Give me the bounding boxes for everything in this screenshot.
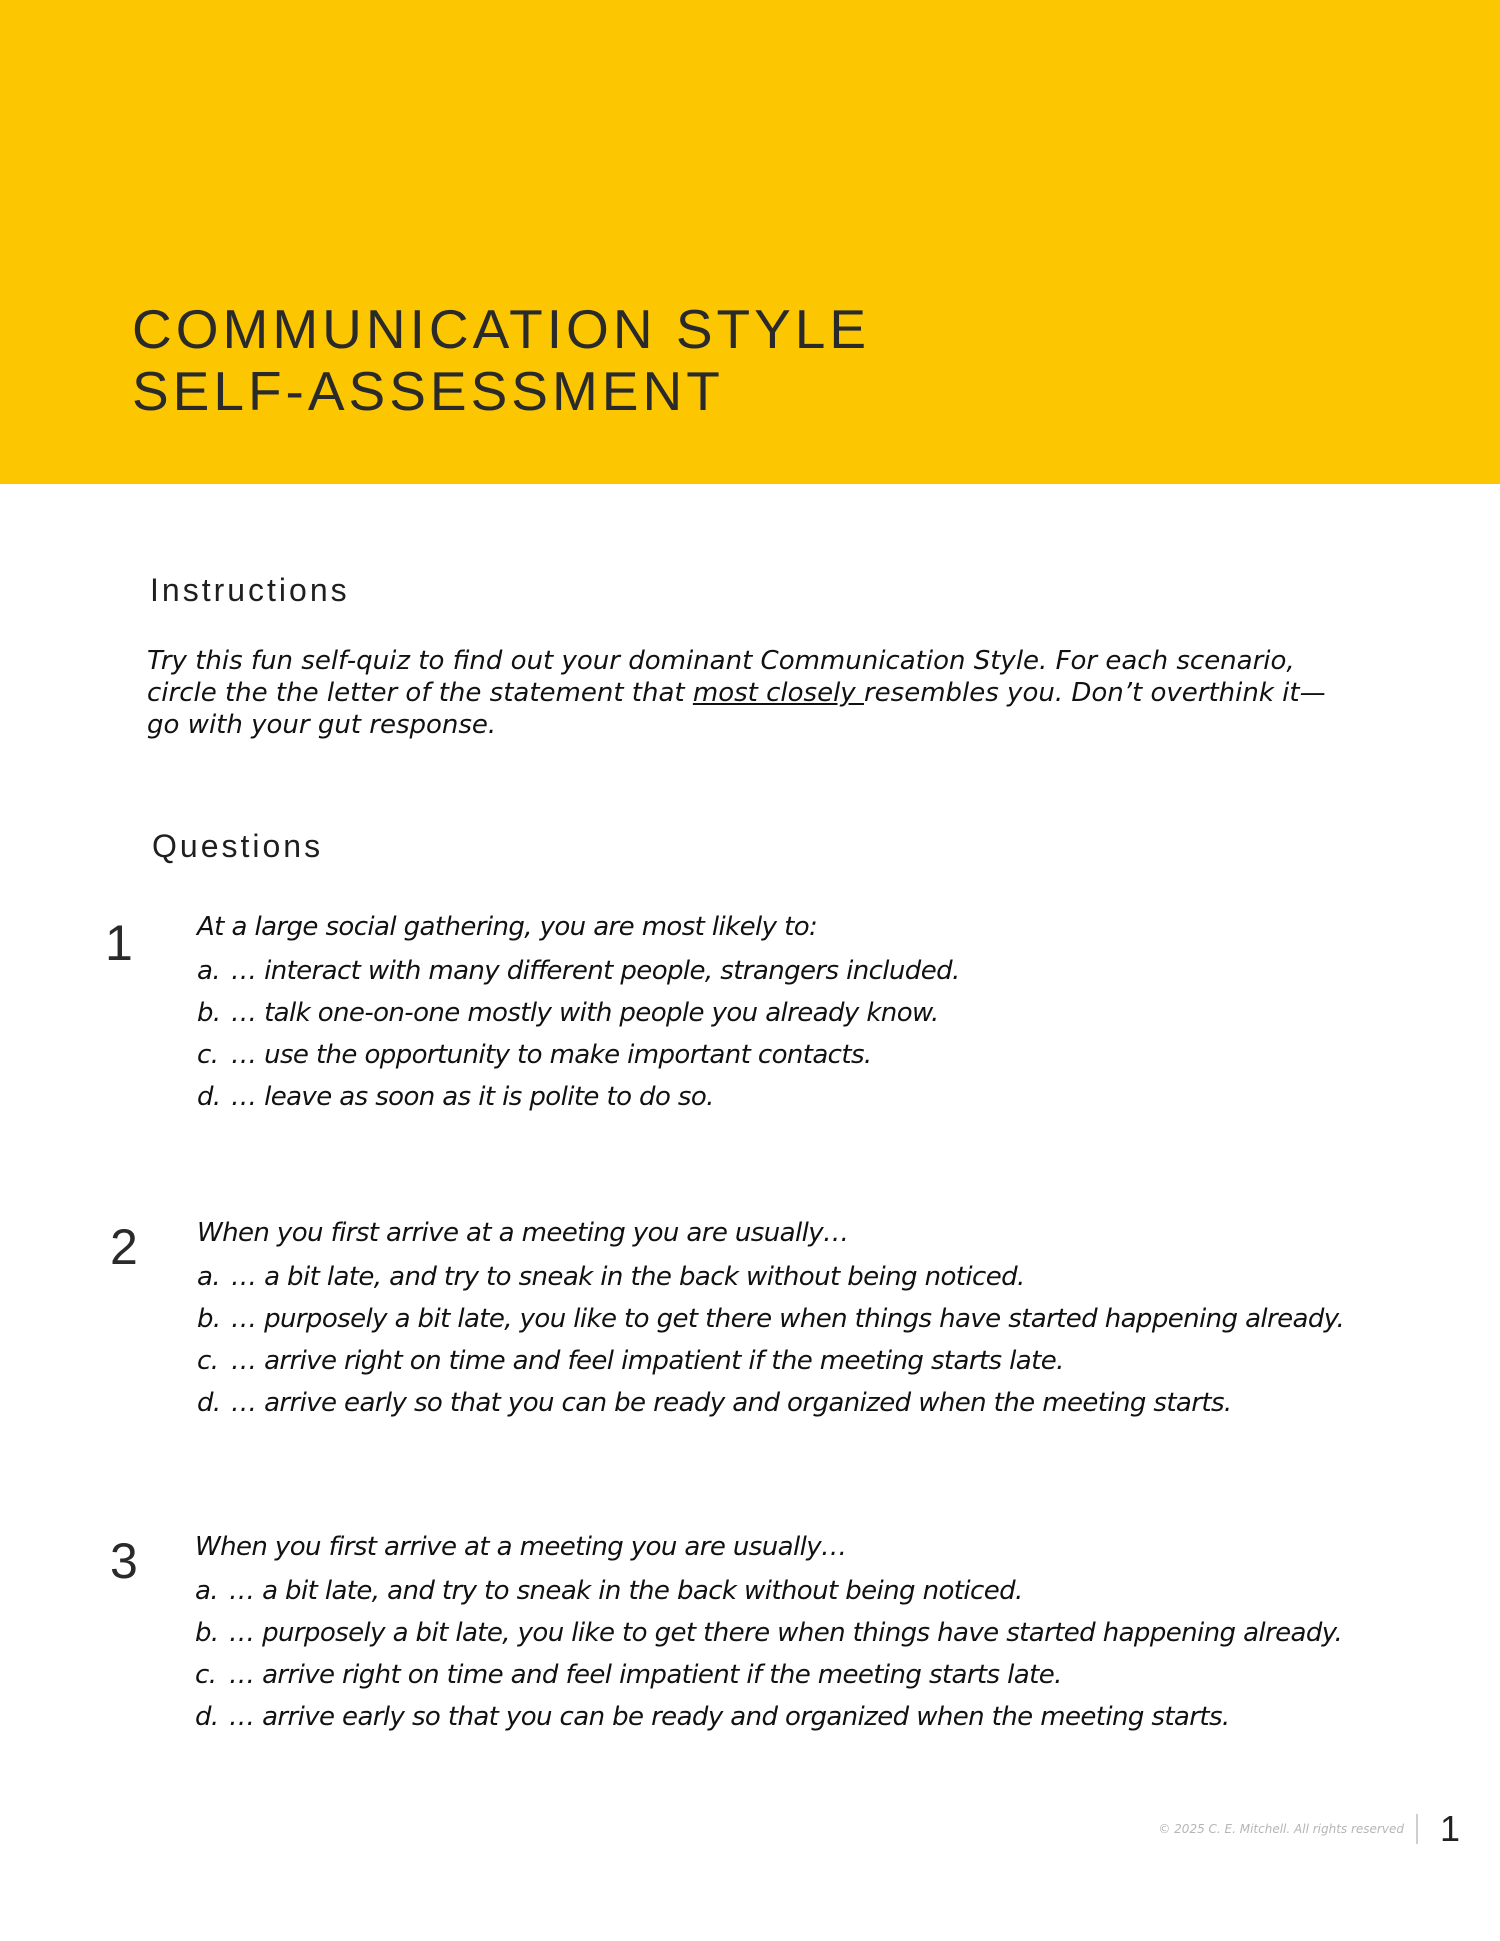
page-title xyxy=(132,298,870,422)
footer-divider xyxy=(1416,1814,1418,1844)
instructions-text xyxy=(147,645,1327,741)
questions-heading: Questions xyxy=(152,828,324,864)
question-prompt: At a large social gathering, you are most likely to: xyxy=(197,912,818,942)
title-line-2: SELF-ASSESSMENT xyxy=(132,360,724,422)
title-line-1: COMMUNICATION STYLE xyxy=(132,298,871,360)
page-number: 1 xyxy=(1439,1808,1460,1849)
option-text: … leave as soon as it is polite to do so. xyxy=(231,1082,714,1112)
option-letter: a. xyxy=(195,1576,218,1606)
option-b[interactable] xyxy=(197,1298,1344,1340)
option-text: … purposely a bit late, you like to get there when things have started happening already. xyxy=(229,1618,1343,1648)
option-text: … arrive right on time and feel impatient if the meeting starts late. xyxy=(229,1660,1062,1690)
option-a[interactable] xyxy=(197,950,960,992)
option-c[interactable] xyxy=(197,1340,1344,1382)
option-letter: d. xyxy=(195,1702,219,1732)
option-text: … a bit late, and try to sneak in the back without being noticed. xyxy=(231,1262,1025,1292)
option-text: … arrive early so that you can be ready and organized when the meeting starts. xyxy=(229,1702,1230,1732)
instructions-text-before: Try this fun self-quiz to find out your dominant Communication Style. For each scenario, circle the the letter of the statement that xyxy=(147,646,1295,708)
option-c[interactable] xyxy=(195,1654,1342,1696)
option-letter: c. xyxy=(195,1660,217,1690)
question-prompt: When you first arrive at a meeting you are usually… xyxy=(195,1532,847,1562)
option-text: … use the opportunity to make important contacts. xyxy=(231,1040,872,1070)
option-d[interactable] xyxy=(195,1696,1342,1738)
instructions-text-after: resembles you. Don’t overthink it—go with your gut response. xyxy=(147,678,1326,740)
option-letter: c. xyxy=(197,1346,219,1376)
option-list xyxy=(197,1256,1344,1424)
question-number: 1 xyxy=(105,915,133,971)
page-footer xyxy=(1158,1808,1460,1850)
question-prompt: When you first arrive at a meeting you are usually… xyxy=(197,1218,849,1248)
instructions-heading: Instructions xyxy=(150,572,350,608)
option-text: … arrive early so that you can be ready and organized when the meeting starts. xyxy=(231,1388,1232,1418)
option-text: … purposely a bit late, you like to get there when things have started happening already. xyxy=(231,1304,1345,1334)
question-number: 2 xyxy=(110,1219,138,1275)
option-list xyxy=(197,950,960,1118)
option-letter: c. xyxy=(197,1040,219,1070)
option-letter: d. xyxy=(197,1082,221,1112)
question-number: 3 xyxy=(110,1533,138,1589)
option-text: … interact with many different people, strangers included. xyxy=(231,956,960,986)
option-letter: b. xyxy=(195,1618,219,1648)
option-a[interactable] xyxy=(197,1256,1344,1298)
option-a[interactable] xyxy=(195,1570,1342,1612)
option-letter: b. xyxy=(197,1304,221,1334)
instructions-text-underlined: most closely xyxy=(692,678,864,708)
option-b[interactable] xyxy=(195,1612,1342,1654)
option-letter: a. xyxy=(197,1262,220,1292)
option-text: … arrive right on time and feel impatient if the meeting starts late. xyxy=(231,1346,1064,1376)
option-b[interactable] xyxy=(197,992,960,1034)
option-letter: a. xyxy=(197,956,220,986)
option-d[interactable] xyxy=(197,1076,960,1118)
copyright-notice: © 2025 C. E. Mitchell. All rights reserved xyxy=(1158,1822,1404,1836)
option-text: … a bit late, and try to sneak in the back without being noticed. xyxy=(229,1576,1023,1606)
option-letter: d. xyxy=(197,1388,221,1418)
option-d[interactable] xyxy=(197,1382,1344,1424)
option-text: … talk one-on-one mostly with people you already know. xyxy=(231,998,939,1028)
option-letter: b. xyxy=(197,998,221,1028)
option-list xyxy=(195,1570,1342,1738)
option-c[interactable] xyxy=(197,1034,960,1076)
